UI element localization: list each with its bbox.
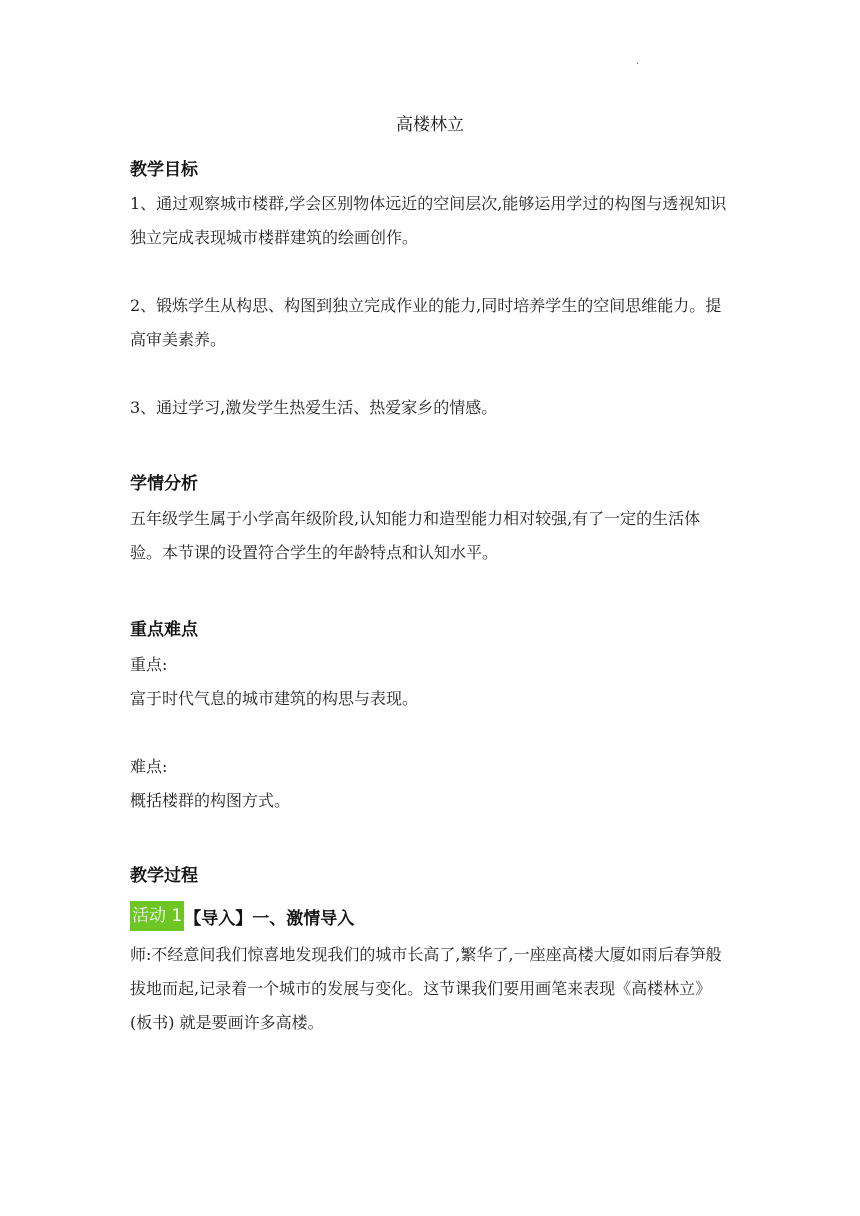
difficult-label: 难点: [130, 757, 168, 776]
heading-analysis: 学情分析 [130, 474, 198, 494]
heading-key-points: 重点难点 [130, 620, 198, 640]
heading-process: 教学过程 [130, 866, 198, 886]
document-title: 高楼林立 [396, 115, 464, 135]
heading-objectives: 教学目标 [130, 160, 198, 180]
objective-item-2: 2、锻炼学生从构思、构图到独立完成作业的能力,同时培养学生的空间思维能力。提高审美素养。 [130, 296, 722, 349]
activity-badge: 活动 1 [130, 901, 184, 931]
objective-item-1: 1、通过观察城市楼群,学会区别物体远近的空间层次,能够运用学过的构图与透视知识独立完成表现城市楼群建筑的绘画创作。 [130, 194, 727, 247]
header-mark: . [636, 56, 640, 67]
analysis-text: 五年级学生属于小学高年级阶段,认知能力和造型能力相对较强,有了一定的生活体验。本节课的设置符合学生的年龄特点和认知水平。 [130, 509, 701, 562]
key-text: 富于时代气息的城市建筑的构思与表现。 [130, 689, 419, 708]
key-label: 重点: [130, 655, 168, 674]
activity-title: 【导入】一、激情导入 [184, 908, 355, 929]
activity-heading [130, 901, 354, 931]
difficult-text: 概括楼群的构图方式。 [130, 791, 291, 810]
objective-item-3: 3、通过学习,激发学生热爱生活、热爱家乡的情感。 [130, 398, 498, 417]
activity-text: 师:不经意间我们惊喜地发现我们的城市长高了,繁华了,一座座高楼大厦如雨后春笋般拔地而起,记录着一个城市的发展与变化。这节课我们要用画笔来表现《高楼林立》(板书) 就是要画许多高楼。 [130, 945, 722, 1032]
